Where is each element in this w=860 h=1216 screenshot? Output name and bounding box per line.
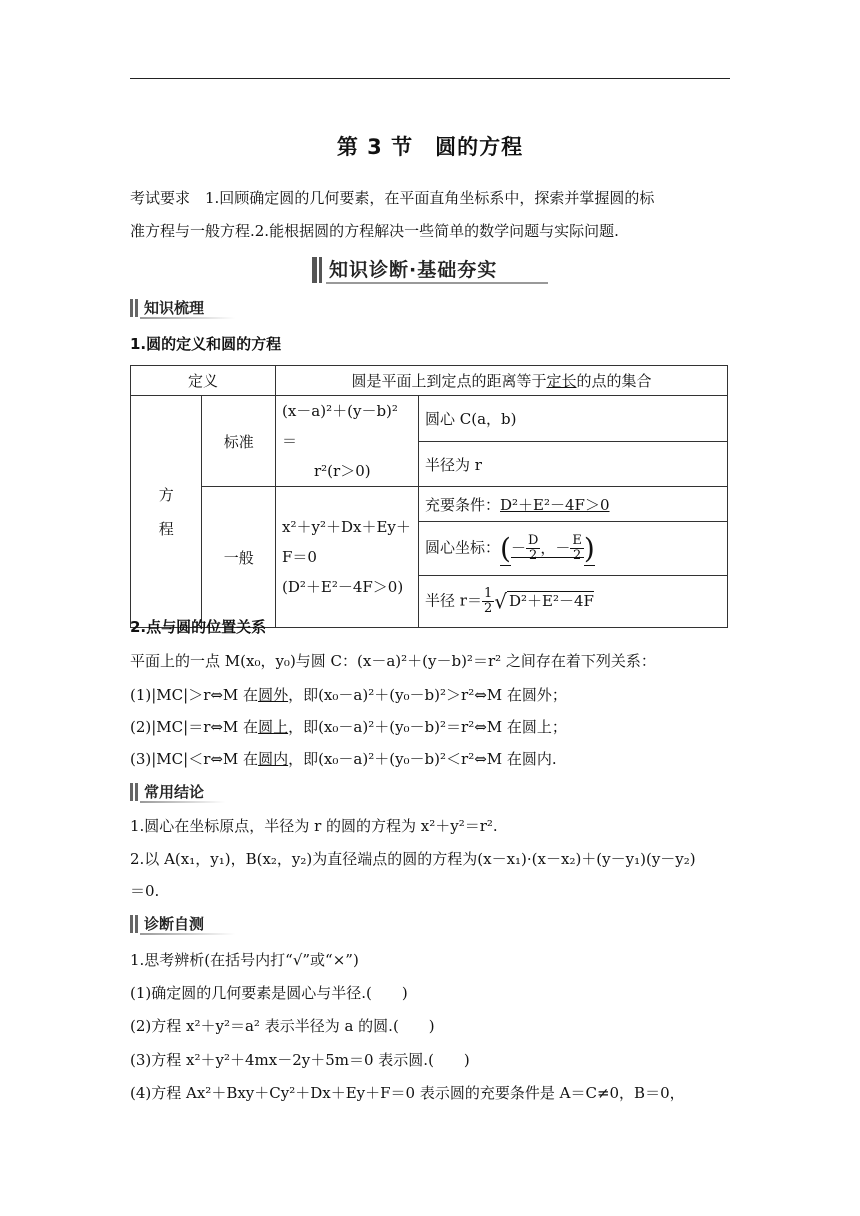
cell-general-equation: x²＋y²＋Dx＋Ey＋ F＝0 (D²＋E²－4F＞0) — [276, 487, 419, 628]
conclusion-1: 1.圆心在坐标原点，半径为 r 的圆的方程为 x²＋y²＝r². — [130, 817, 498, 835]
cell-general-label: 一般 — [202, 487, 276, 628]
page-title: 第 3 节 圆的方程 — [336, 135, 524, 159]
cell-definition-label: 定义 — [131, 366, 276, 396]
banner-bar-thin — [319, 257, 322, 283]
position-intro: 平面上的一点 M(x₀，y₀)与圆 C：(x－a)²＋(y－b)²＝r² 之间存在着下列关系： — [130, 652, 656, 670]
selftest-intro: 1.思考辨析(在括号内打“√”或“×”) — [130, 951, 359, 969]
conclusion-2-line-1: 2.以 A(x₁，y₁)，B(x₂，y₂)为直径端点的圆的方程为(x－x₁)·(x－x₂)＋(y－y₁)(y－y₂) — [130, 850, 696, 868]
section-heading-text: 知识梳理 — [144, 299, 205, 317]
cell-general-center: 圆心坐标：(－ $\frac{D}{2}$ ，－ $\frac{E}{2}$ ) — [419, 522, 728, 576]
selftest-question-4: (4)方程 Ax²＋Bxy＋Cy²＋Dx＋Ey＋F＝0 表示圆的充要条件是 A＝C≠0，B＝0， — [130, 1084, 685, 1102]
cell-standard-center: 圆心 C(a，b) — [419, 396, 728, 442]
selftest-question-1: (1)确定圆的几何要素是圆心与半径.( ) — [130, 984, 408, 1002]
exam-requirement-line-2: 准方程与一般方程.2.能根据圆的方程解决一些简单的数学问题与实际问题. — [130, 222, 619, 240]
cell-general-condition: 充要条件：D²＋E²－4F＞0 — [419, 487, 728, 522]
section-heading-conclusions — [130, 781, 220, 803]
banner-text: 知识诊断·基础夯实 — [329, 259, 498, 281]
exam-requirement-line-1: 考试要求 1.回顾确定圆的几何要素，在平面直角坐标系中，探索并掌握圆的标 — [130, 189, 655, 207]
circle-equation-table — [130, 365, 728, 628]
heading-point-circle: 2.点与圆的位置关系 — [130, 618, 267, 636]
cell-equation-label: 方 程 — [131, 396, 202, 628]
fraction-e: $\frac{E}{2}$ — [572, 533, 582, 563]
cell-general-radius: 半径 r＝ $\frac{1}{2}$ √ D²＋E²－4F — [419, 576, 728, 628]
position-rule-1: (1)|MC|＞r⇔M 在圆外，即(x₀－a)²＋(y₀－b)²＞r²⇔M 在圆外； — [130, 686, 567, 704]
fraction-d: $\frac{D}{2}$ — [527, 533, 539, 563]
header-rule — [130, 78, 730, 79]
radius-sqrt-expression: D²＋E²－4F — [508, 591, 594, 610]
section-heading-selftest — [130, 913, 230, 935]
heading-circle-definition: 1.圆的定义和圆的方程 — [130, 335, 282, 353]
fraction-half: $\frac{1}{2}$ — [483, 586, 493, 616]
selftest-question-3: (3)方程 x²＋y²＋4mx－2y＋5m＝0 表示圆.( ) — [130, 1051, 470, 1069]
cell-standard-label: 标准 — [202, 396, 276, 487]
section-heading-knowledge — [130, 297, 230, 319]
conclusion-2-line-2: ＝0. — [130, 882, 160, 900]
selftest-question-2: (2)方程 x²＋y²＝a² 表示半径为 a 的圆.( ) — [130, 1017, 435, 1035]
section-heading-text: 常用结论 — [144, 783, 205, 801]
position-rule-2: (2)|MC|＝r⇔M 在圆上，即(x₀－a)²＋(y₀－b)²＝r²⇔M 在圆上； — [130, 718, 567, 736]
section-heading-text: 诊断自测 — [144, 915, 205, 933]
section-banner — [312, 257, 548, 283]
position-rule-3: (3)|MC|＜r⇔M 在圆内，即(x₀－a)²＋(y₀－b)²＜r²⇔M 在圆内. — [130, 750, 557, 768]
cell-standard-equation: (x－a)²＋(y－b)²＝ r²(r＞0) — [276, 396, 419, 487]
cell-standard-radius: 半径为 r — [419, 442, 728, 487]
banner-underline — [326, 282, 548, 284]
cell-definition: 圆是平面上到定点的距离等于定长的点的集合 — [276, 366, 728, 396]
banner-bar — [312, 257, 317, 283]
